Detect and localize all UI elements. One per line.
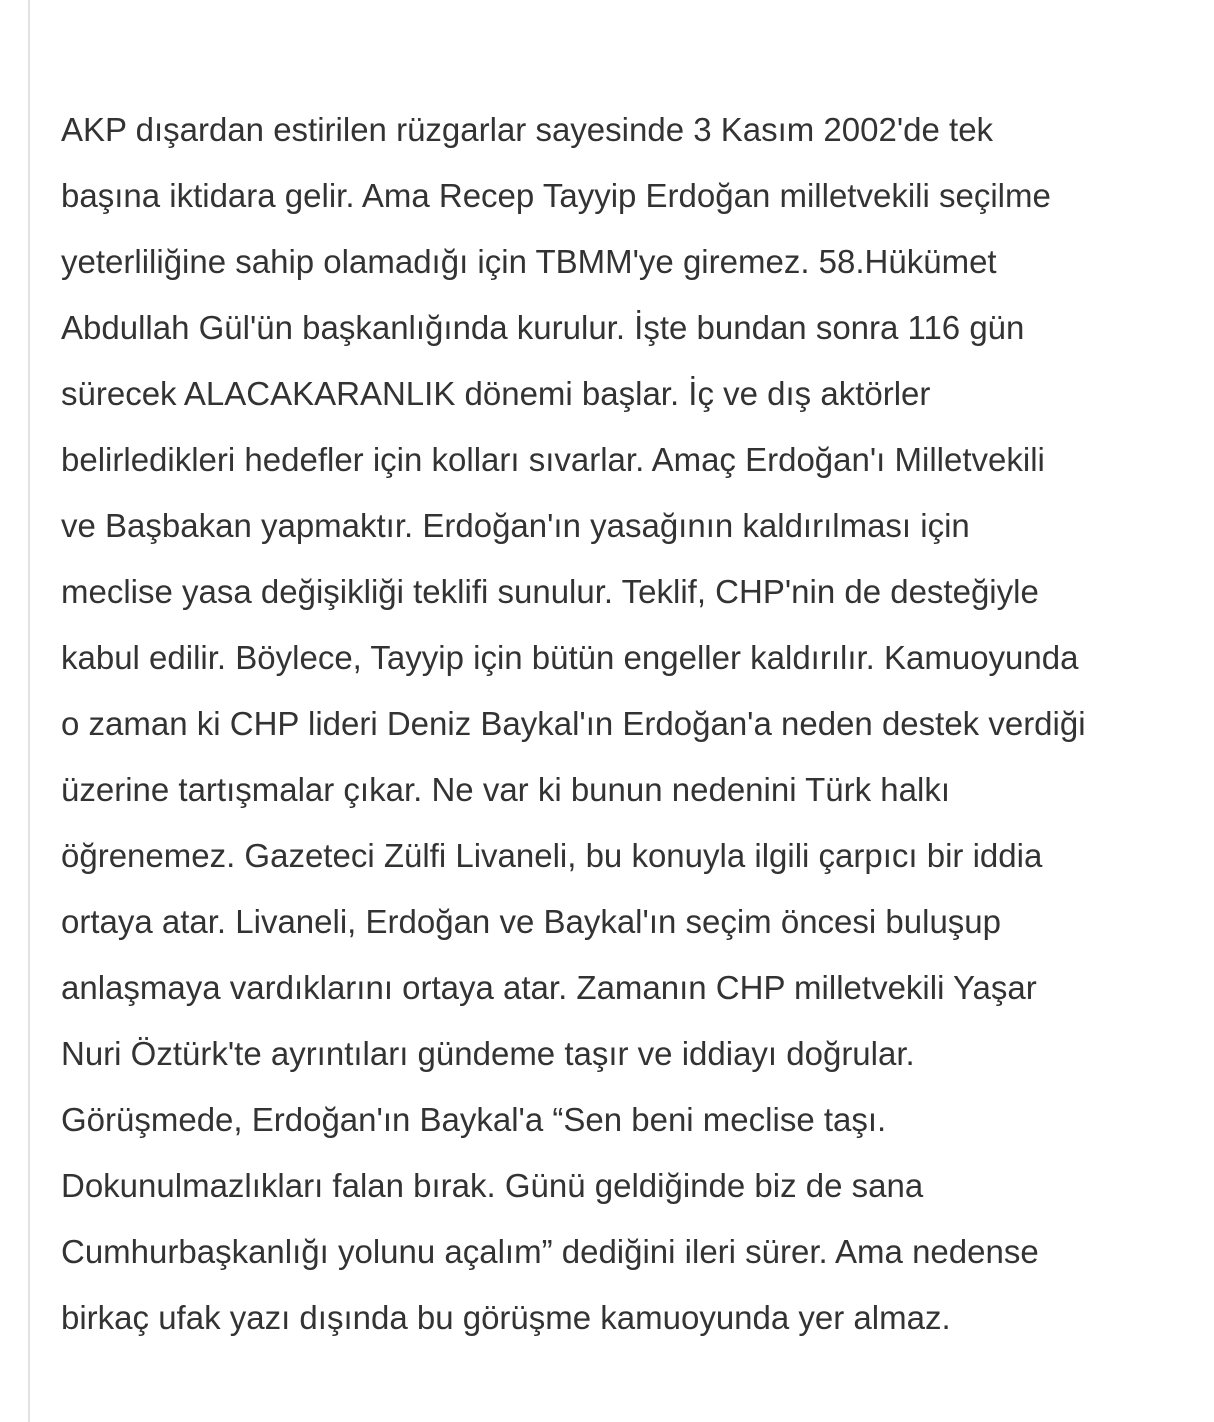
paragraph-line: ve Başbakan yapmaktır. Erdoğan'ın yasağının kaldırılması için xyxy=(61,507,970,544)
paragraph-line: Nuri Öztürk'te ayrıntıları gündeme taşır ve iddiayı doğrular. xyxy=(61,1035,915,1072)
paragraph-line: birkaç ufak yazı dışında bu görüşme kamuoyunda yer almaz. xyxy=(61,1299,951,1336)
paragraph-line: başına iktidara gelir. Ama Recep Tayyip Erdoğan milletvekili seçilme xyxy=(61,177,1051,214)
paragraph-line: Dokunulmazlıkları falan bırak. Günü geldiğinde biz de sana xyxy=(61,1167,924,1204)
paragraph-line: kabul edilir. Böylece, Tayyip için bütün engeller kaldırılır. Kamuoyunda xyxy=(61,639,1079,676)
paragraph-line: Görüşmede, Erdoğan'ın Baykal'a “Sen beni meclise taşı. xyxy=(61,1101,887,1138)
paragraph-line: Abdullah Gül'ün başkanlığında kurulur. İşte bundan sonra 116 gün xyxy=(61,309,1025,346)
left-border xyxy=(28,0,30,1422)
paragraph-line: öğrenemez. Gazeteci Zülfi Livaneli, bu konuyla ilgili çarpıcı bir iddia xyxy=(61,837,1043,874)
paragraph-line: o zaman ki CHP lideri Deniz Baykal'ın Erdoğan'a neden destek verdiği xyxy=(61,705,1086,742)
paragraph-line: Cumhurbaşkanlığı yolunu açalım” dediğini ileri sürer. Ama nedense xyxy=(61,1233,1039,1270)
paragraph-line: anlaşmaya vardıklarını ortaya atar. Zamanın CHP milletvekili Yaşar xyxy=(61,969,1037,1006)
paragraph-line: meclise yasa değişikliği teklifi sunulur. Teklif, CHP'nin de desteğiyle xyxy=(61,573,1039,610)
article-paragraph xyxy=(61,97,1186,1351)
paragraph-line: AKP dışardan estirilen rüzgarlar sayesinde 3 Kasım 2002'de tek xyxy=(61,111,994,148)
paragraph-line: ortaya atar. Livaneli, Erdoğan ve Baykal'ın seçim öncesi buluşup xyxy=(61,903,1002,940)
paragraph-line: sürecek ALACAKARANLIK dönemi başlar. İç ve dış aktörler xyxy=(61,375,931,412)
paragraph-line: belirledikleri hedefler için kolları sıvarlar. Amaç Erdoğan'ı Milletvekili xyxy=(61,441,1045,478)
paragraph-line: üzerine tartışmalar çıkar. Ne var ki bunun nedenini Türk halkı xyxy=(61,771,950,808)
paragraph-line: yeterliliğine sahip olamadığı için TBMM'ye giremez. 58.Hükümet xyxy=(61,243,997,280)
